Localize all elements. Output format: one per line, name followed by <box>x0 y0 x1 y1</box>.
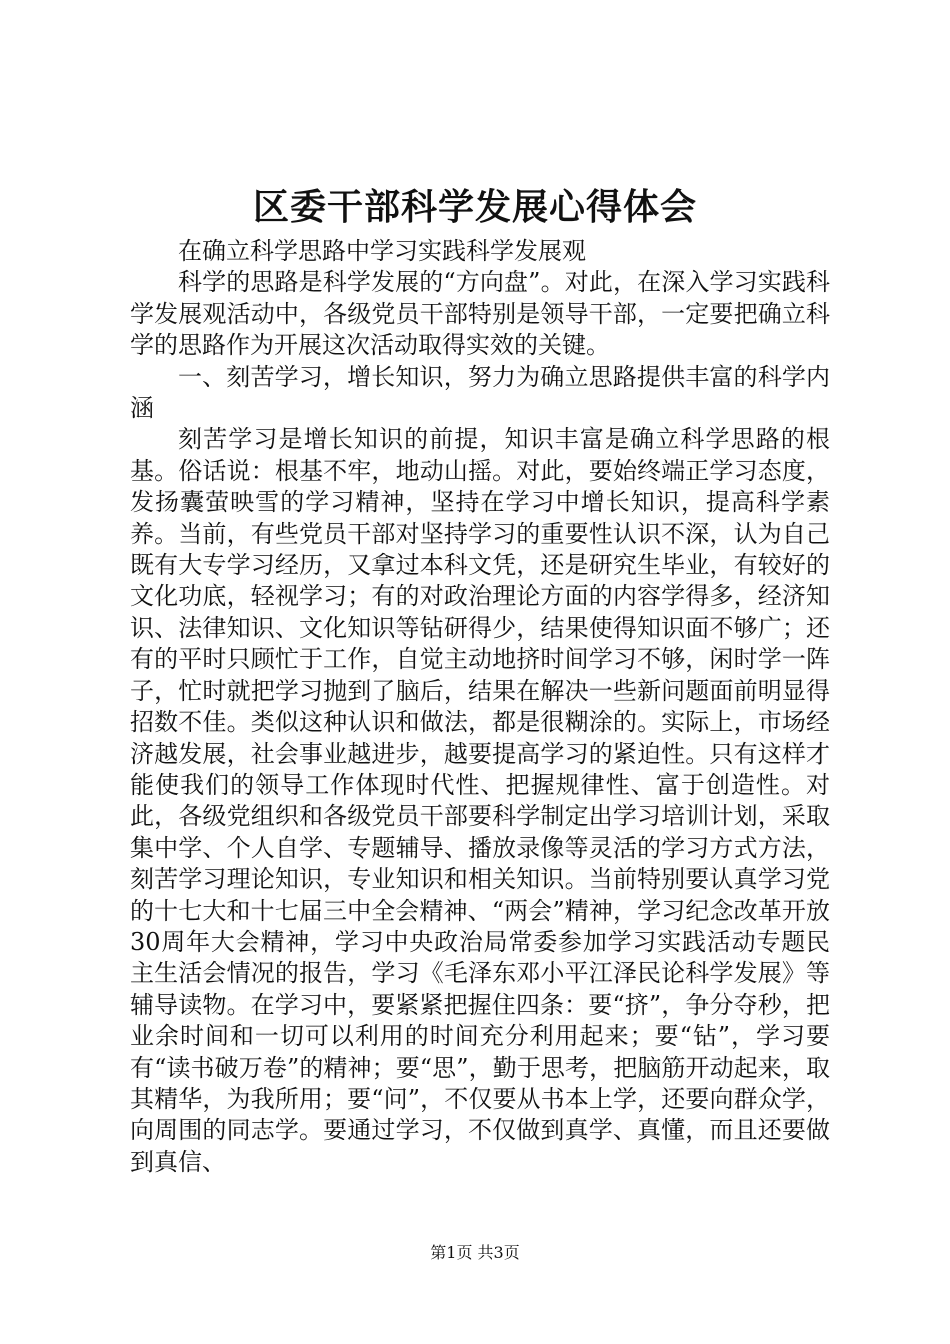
body-paragraph: 刻苦学习是增长知识的前提，知识丰富是确立科学思路的根基。俗话说：根基不牢，地动山摇。对此，要始终端正学习态度，发扬囊萤映雪的学习精神，坚持在学习中增长知识，提高科学素养。当前，有些党员干部对坚持学习的重要性认识不深，认为自己既有大专学习经历，又拿过本科文凭，还是研究生毕业，有较好的文化功底，轻视学习；有的对政治理论方面的内容学得多，经济知识、法律知识、文化知识等钻研得少，结果使得知识面不够广；还有的平时只顾忙于工作，自觉主动地挤时间学习不够，闲时学一阵子，忙时就把学习抛到了脑后，结果在解决一些新问题面前明显得招数不佳。类似这种认识和做法，都是很糊涂的。实际上，市场经济越发展，社会事业越进步，越要提高学习的紧迫性。只有这样才能使我们的领导工作体现时代性、把握规律性、富于创造性。对此，各级党组织和各级党员干部要科学制定出学习培训计划，采取集中学、个人自学、专题辅导、播放录像等灵活的学习方式方法，刻苦学习理论知识，专业知识和相关知识。当前特别要认真学习党的十七大和十七届三中全会精神、“两会”精神，学习纪念改革开放30周年大会精神，学习中央政治局常委参加学习实践活动专题民主生活会情况的报告，学习《毛泽东邓小平江泽民论科学发展》等辅导读物。在学习中，要紧紧把握住四条：要“挤”，争分夺秒，把业余时间和一切可以利用的时间充分利用起来；要“钻”，学习要有“读书破万卷”的精神；要“思”，勤于思考，把脑筋开动起来，取其精华，为我所用；要“问”，不仅要从书本上学，还要向群众学，向周围的同志学。要通过学习，不仅做到真学、真懂，而且还要做到真信、 <box>130 425 830 1176</box>
subtitle-paragraph: 在确立科学思路中学习实践科学发展观 <box>178 237 586 265</box>
intro-paragraph: 科学的思路是科学发展的“方向盘”。对此，在深入学习实践科学发展观活动中，各级党员干部特别是领导干部，一定要把确立科学的思路作为开展这次活动取得实效的关键。 <box>130 268 830 360</box>
document-body <box>130 236 830 1178</box>
document-title: 区委干部科学发展心得体会 <box>252 187 697 228</box>
section-heading-paragraph: 一、刻苦学习，增长知识，努力为确立思路提供丰富的科学内涵 <box>130 362 830 423</box>
page-number-footer: 第1页 共3页 <box>430 1243 520 1262</box>
